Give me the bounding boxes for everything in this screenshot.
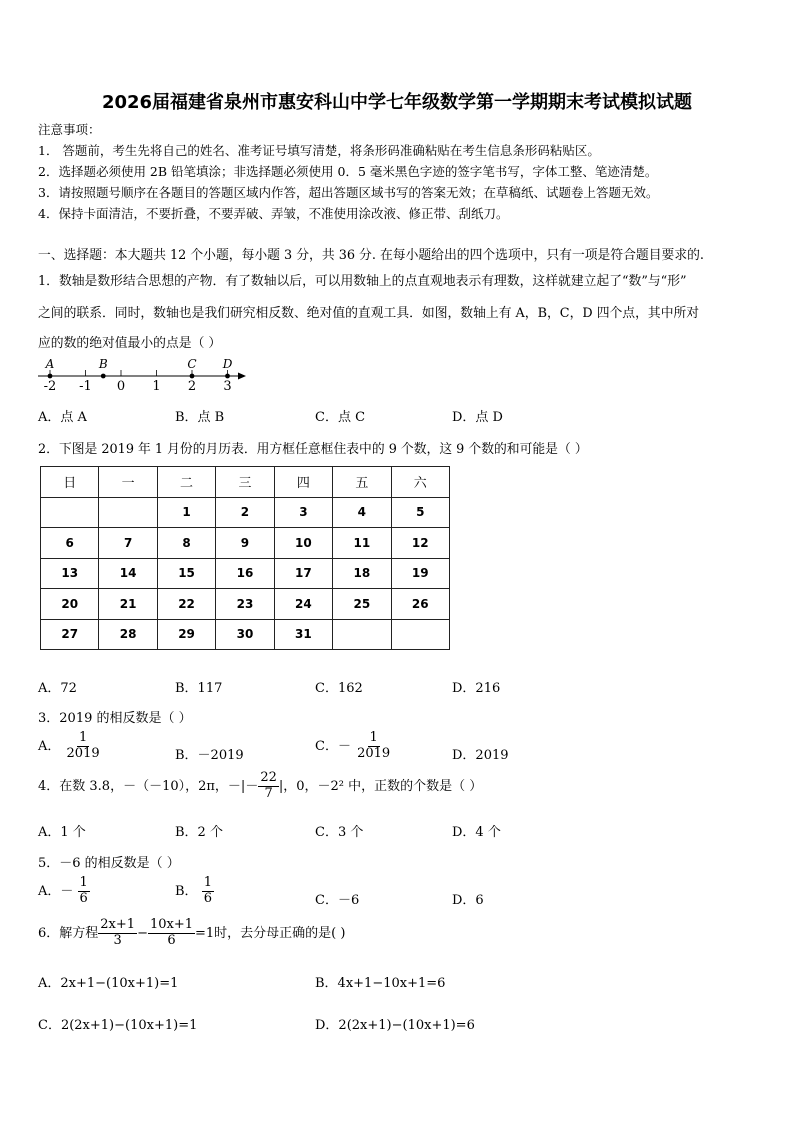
q4-option-a: A．1 个 [38, 825, 86, 840]
q5-option-b-prefix: B． [175, 883, 198, 899]
calendar-day-cell [99, 497, 157, 528]
notice-item: 3．请按照题号顺序在各题目的答题区域内作答，超出答题区域书写的答案无效；在草稿纸、试题卷上答题无效。 [38, 185, 659, 200]
minus-sign: − [137, 925, 148, 941]
question-6 [38, 918, 345, 949]
q1-option-a: A．点 A [38, 410, 87, 425]
calendar-header-cell: 二 [157, 467, 215, 498]
calendar-day-cell: 4 [333, 497, 391, 528]
calendar-day-cell: 14 [99, 558, 157, 589]
q5-option-a-prefix: A．－ [38, 883, 74, 899]
number-line-tick-label: -2 [43, 379, 57, 394]
q1-option-c: C．点 C [315, 410, 366, 425]
fraction [258, 771, 279, 802]
q2-option-a: A．72 [38, 681, 77, 696]
number-line-tick-label: 2 [187, 379, 197, 394]
calendar-table [40, 466, 450, 650]
calendar-day-cell: 17 [274, 558, 332, 589]
calendar-day-cell: 28 [99, 619, 157, 650]
question-1-line: 1．数轴是数形结合思想的产物．有了数轴以后，可以用数轴上的点直观地表示有理数，这样就建立起了“数”与“形” [38, 274, 687, 289]
fraction-denominator: 6 [167, 932, 176, 948]
number-line-tick-label: 0 [116, 379, 126, 394]
calendar-day-cell: 29 [157, 619, 215, 650]
q6-option-d: D．2(2x+1)−(10x+1)=6 [315, 1018, 475, 1033]
calendar-day-cell: 31 [274, 619, 332, 650]
question-3: 3．2019 的相反数是（ ） [38, 711, 192, 726]
fraction-numerator: 10x+1 [149, 917, 194, 932]
q2-option-d: D．216 [452, 681, 501, 696]
calendar-day-cell: 25 [333, 589, 391, 620]
calendar-header-cell: 五 [333, 467, 391, 498]
question-6-text: 6．解方程 [38, 925, 99, 941]
calendar-header-cell: 一 [99, 467, 157, 498]
notice-item: 4．保持卡面清洁，不要折叠，不要弄破、弄皱，不准使用涂改液、修正带、刮纸刀。 [38, 206, 509, 221]
q5-option-a [38, 876, 90, 907]
number-line-point-label: D [222, 357, 233, 371]
q1-option-b: B．点 B [175, 410, 225, 425]
q5-option-d: D．6 [452, 893, 484, 908]
q4-option-b: B．2 个 [175, 825, 223, 840]
calendar-header-cell: 三 [216, 467, 274, 498]
calendar-day-cell: 19 [391, 558, 449, 589]
calendar-day-cell: 13 [41, 558, 99, 589]
number-line-point [48, 374, 53, 379]
q6-option-a: A．2x+1−(10x+1)=1 [38, 976, 179, 991]
number-line-point-label: C [187, 357, 197, 371]
fraction-denominator: 7 [264, 785, 273, 801]
calendar-row [41, 497, 450, 528]
q6-option-b: B．4x+1−10x+1=6 [315, 976, 446, 991]
calendar-day-cell: 16 [216, 558, 274, 589]
q3-option-a-prefix: A． [38, 738, 61, 754]
fraction [202, 876, 214, 907]
question-1-line: 之间的联系．同时，数轴也是我们研究相反数、绝对值的直观工具．如图，数轴上有 A，B，C，D 四个点，其中所对 [38, 306, 700, 321]
calendar-day-cell: 30 [216, 619, 274, 650]
notice-item: 1． 答题前，考生先将自己的姓名、准考证号填写清楚，将条形码准确粘贴在考生信息条形码粘贴区。 [38, 143, 600, 158]
calendar-row [41, 528, 450, 559]
question-5: 5．－6 的相反数是（ ） [38, 856, 180, 871]
calendar-day-cell: 11 [333, 528, 391, 559]
fraction [355, 731, 392, 762]
fraction-numerator: 2x+1 [100, 917, 136, 932]
calendar-day-cell: 15 [157, 558, 215, 589]
q3-option-c-prefix: C．－ [315, 738, 351, 754]
number-line-point-label: B [98, 357, 108, 371]
calendar-day-cell: 26 [391, 589, 449, 620]
calendar-day-cell: 27 [41, 619, 99, 650]
question-4-text: 4．在数 3.8，－（－10），2π，－|－ [38, 778, 259, 794]
page-title: 2026届福建省泉州市惠安科山中学七年级数学第一学期期末考试模拟试题 [101, 92, 693, 113]
fraction-numerator: 1 [369, 730, 378, 745]
question-6-text: =1时，去分母正确的是( ) [195, 925, 346, 941]
number-line-tick-label: -1 [79, 379, 92, 394]
calendar-day-cell: 10 [274, 528, 332, 559]
calendar-day-cell: 2 [216, 497, 274, 528]
calendar-row [41, 558, 450, 589]
fraction-numerator: 1 [79, 875, 88, 890]
calendar-day-cell: 22 [157, 589, 215, 620]
q5-option-b [175, 876, 214, 907]
q3-option-d: D．2019 [452, 748, 509, 763]
fraction-numerator: 22 [260, 770, 277, 785]
calendar-header-row [41, 467, 450, 498]
calendar-day-cell: 20 [41, 589, 99, 620]
calendar-day-cell: 7 [99, 528, 157, 559]
q2-option-b: B．117 [175, 681, 223, 696]
question-4 [38, 771, 482, 802]
calendar-header-cell: 日 [41, 467, 99, 498]
fraction-denominator: 2019 [357, 745, 391, 761]
number-line-point [225, 374, 230, 379]
fraction [98, 918, 137, 949]
calendar-day-cell: 9 [216, 528, 274, 559]
fraction-denominator: 2019 [66, 745, 100, 761]
number-line-point-label: A [45, 357, 55, 371]
number-line-tick-label: 3 [223, 379, 232, 394]
calendar-day-cell: 18 [333, 558, 391, 589]
number-line-tick-label: 1 [152, 379, 161, 394]
fraction [65, 731, 102, 762]
fraction-numerator: 1 [203, 875, 212, 890]
number-line [34, 354, 254, 396]
notice-heading: 注意事项： [38, 122, 101, 137]
calendar-row [41, 619, 450, 650]
calendar-day-cell [41, 497, 99, 528]
q3-option-c [315, 731, 392, 762]
fraction [78, 876, 90, 907]
q3-option-a [38, 731, 102, 762]
calendar-header-cell: 六 [391, 467, 449, 498]
calendar-day-cell [391, 619, 449, 650]
calendar-header-cell: 四 [274, 467, 332, 498]
question-2: 2．下图是 2019 年 1 月份的月历表．用方框任意框住表中的 9 个数，这 9 个数的和可能是（ ） [38, 442, 588, 457]
notice-item: 2．选择题必须使用 2B 铅笔填涂；非选择题必须使用 0．5 毫米黑色字迹的签字笔书写，字体工整、笔迹清楚。 [38, 164, 658, 179]
number-line-point [101, 374, 106, 379]
question-4-text: |，0，－2² 中，正数的个数是（ ） [278, 778, 483, 794]
calendar-day-cell: 3 [274, 497, 332, 528]
question-1-line: 应的数的绝对值最小的点是（ ） [38, 336, 222, 351]
fraction-denominator: 6 [203, 890, 212, 906]
number-line-point [190, 374, 195, 379]
q2-option-c: C．162 [315, 681, 363, 696]
calendar-day-cell: 21 [99, 589, 157, 620]
fraction [148, 918, 195, 949]
calendar-day-cell: 6 [41, 528, 99, 559]
calendar-day-cell: 5 [391, 497, 449, 528]
section-heading: 一、选择题：本大题共 12 个小题，每小题 3 分，共 36 分. 在每小题给出的四个选项中，只有一项是符合题目要求的. [38, 248, 704, 263]
q4-option-c: C．3 个 [315, 825, 364, 840]
q1-option-d: D．点 D [452, 410, 503, 425]
calendar-day-cell: 12 [391, 528, 449, 559]
calendar-day-cell [333, 619, 391, 650]
calendar-day-cell: 23 [216, 589, 274, 620]
calendar-day-cell: 24 [274, 589, 332, 620]
q3-option-b: B．－2019 [175, 748, 244, 763]
q4-option-d: D．4 个 [452, 825, 501, 840]
calendar-day-cell: 1 [157, 497, 215, 528]
fraction-denominator: 6 [79, 890, 88, 906]
q5-option-c: C．－6 [315, 893, 360, 908]
q6-option-c: C．2(2x+1)−(10x+1)=1 [38, 1018, 198, 1033]
fraction-numerator: 1 [78, 730, 88, 745]
calendar-day-cell: 8 [157, 528, 215, 559]
fraction-denominator: 3 [113, 932, 122, 948]
calendar-row [41, 589, 450, 620]
number-line-arrow [238, 373, 246, 380]
